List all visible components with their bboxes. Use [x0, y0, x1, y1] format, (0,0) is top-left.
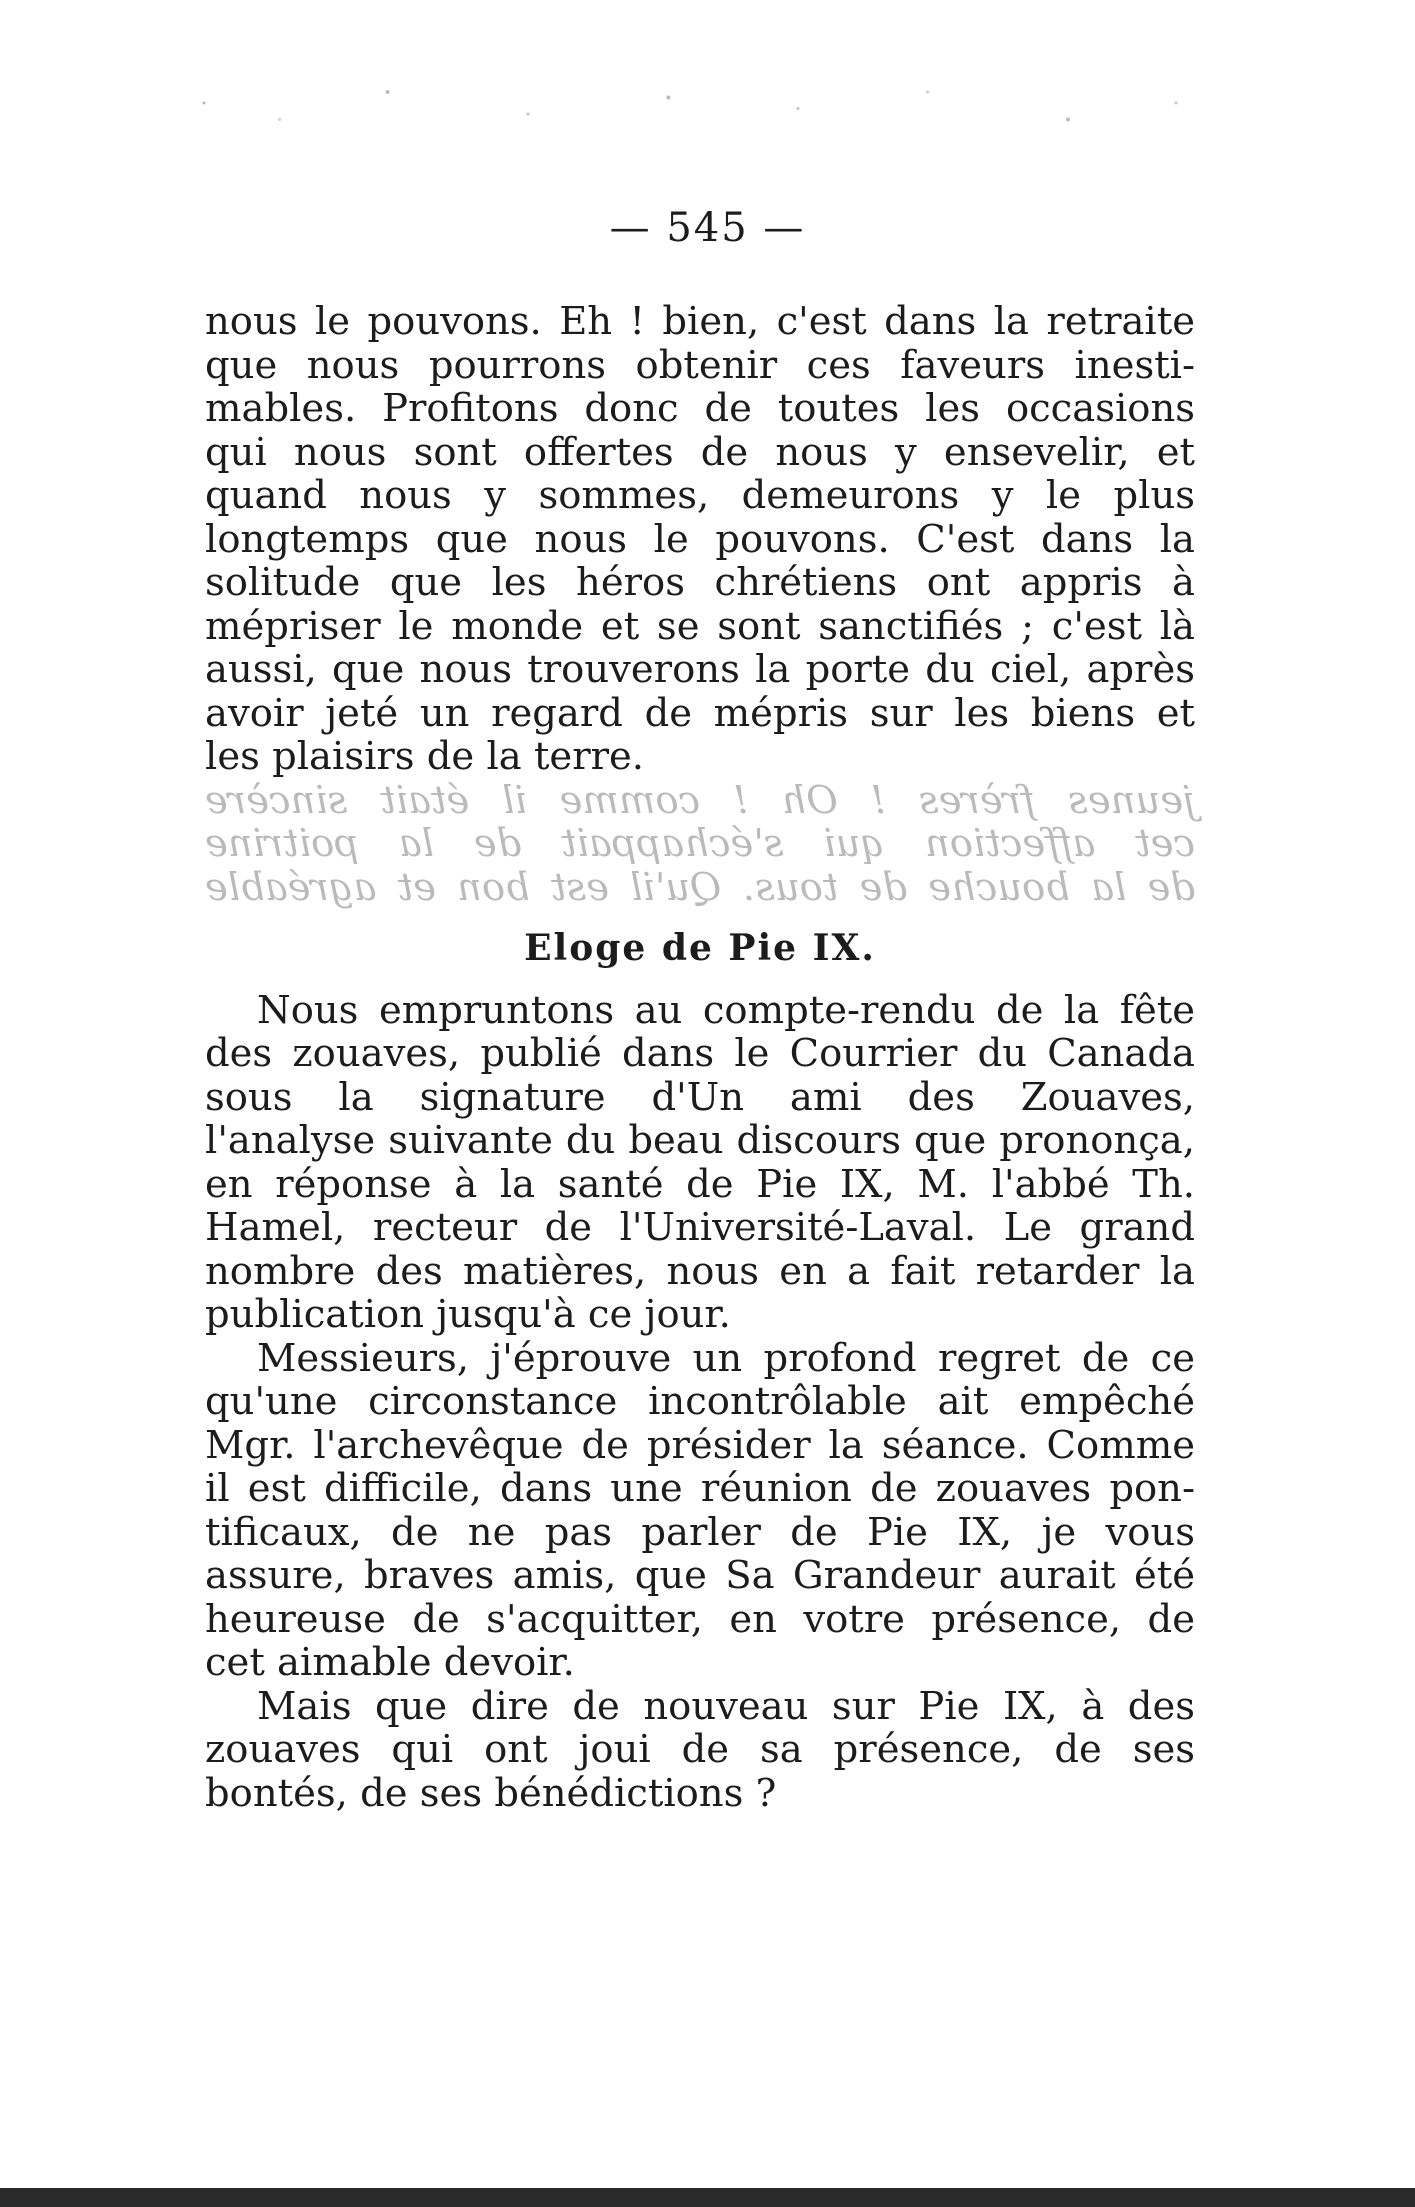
scan-speckle-decoration: [150, 70, 1230, 180]
text-line: en réponse à la santé de Pie IX, M. l'abbé Th.: [205, 1161, 1195, 1207]
text-line: bontés, de ses bénédictions ?: [205, 1770, 777, 1816]
text-line: quand nous y sommes, demeurons y le plus: [205, 473, 1195, 518]
scan-bottom-edge: [0, 2188, 1415, 2207]
text-line: zouaves qui ont joui de sa présence, de ses: [205, 1727, 1195, 1772]
text-line: heureuse de s'acquitter, en votre présence, de: [205, 1596, 1195, 1642]
text-line: les plaisirs de la terre.: [205, 734, 645, 779]
text-line: tificaux, de ne pas parler de Pie IX, je vous: [205, 1509, 1195, 1555]
text-line: avoir jeté un regard de mépris sur les biens et: [205, 690, 1195, 736]
bleed-line: de la bouche de tous. Qu'il est bon et agréable: [205, 864, 1195, 910]
paragraph-2: [205, 989, 1195, 1337]
text-line: Hamel, recteur de l'Université-Laval. Le grand: [205, 1205, 1195, 1250]
bleed-line: jeunes frères ! Oh ! comme il était sincère: [205, 777, 1195, 823]
text-line: des zouaves, publié dans le Courrier du Canada: [205, 1031, 1195, 1076]
text-line: Mais que dire de nouveau sur Pie IX, à des: [257, 1683, 1195, 1729]
text-line: Messieurs, j'éprouve un profond regret de ce: [257, 1335, 1195, 1381]
text-line: mépriser le monde et se sont sanctifiés ; c'est là: [205, 603, 1195, 649]
text-line: qu'une circonstance incontrôlable ait empêché: [205, 1379, 1195, 1424]
text-line: Mgr. l'archevêque de présider la séance. Comme: [205, 1422, 1195, 1468]
text-line: assure, braves amis, que Sa Grandeur aurait été: [205, 1553, 1195, 1598]
text-line: il est difficile, dans une réunion de zouaves pon-: [205, 1466, 1195, 1511]
page-body: [205, 300, 1195, 1815]
paragraph-4: [205, 1685, 1195, 1816]
text-line: sous la signature d'Un ami des Zouaves,: [205, 1074, 1195, 1120]
paragraph-1: [205, 300, 1195, 779]
text-line: publication jusqu'à ce jour.: [205, 1292, 731, 1337]
paragraph-3: [205, 1337, 1195, 1685]
text-line: solitude que les héros chrétiens ont appris à: [205, 560, 1195, 605]
text-line: longtemps que nous le pouvons. C'est dans la: [205, 516, 1195, 562]
text-line: que nous pourrons obtenir ces faveurs inesti-: [205, 342, 1195, 388]
page-number: — 545 —: [609, 205, 806, 251]
bleed-through-text: [205, 779, 1195, 910]
text-line: l'analyse suivante du beau discours que prononça,: [205, 1118, 1195, 1163]
section-heading: Eloge de Pie IX.: [524, 927, 876, 969]
text-line: nombre des matières, nous en a fait retarder la: [205, 1248, 1195, 1294]
text-line: nous le pouvons. Eh ! bien, c'est dans la retraite: [205, 299, 1195, 344]
bleed-line: cet affection qui s'échappait de la poitrine: [205, 821, 1195, 866]
text-line: aussi, que nous trouverons la porte du ciel, après: [205, 647, 1195, 692]
text-line: qui nous sont offertes de nous y ensevelir, et: [205, 429, 1195, 475]
text-line: mables. Profitons donc de toutes les occasions: [205, 386, 1195, 431]
text-line: cet aimable devoir.: [205, 1640, 575, 1685]
text-line: Nous empruntons au compte-rendu de la fête: [257, 987, 1195, 1033]
